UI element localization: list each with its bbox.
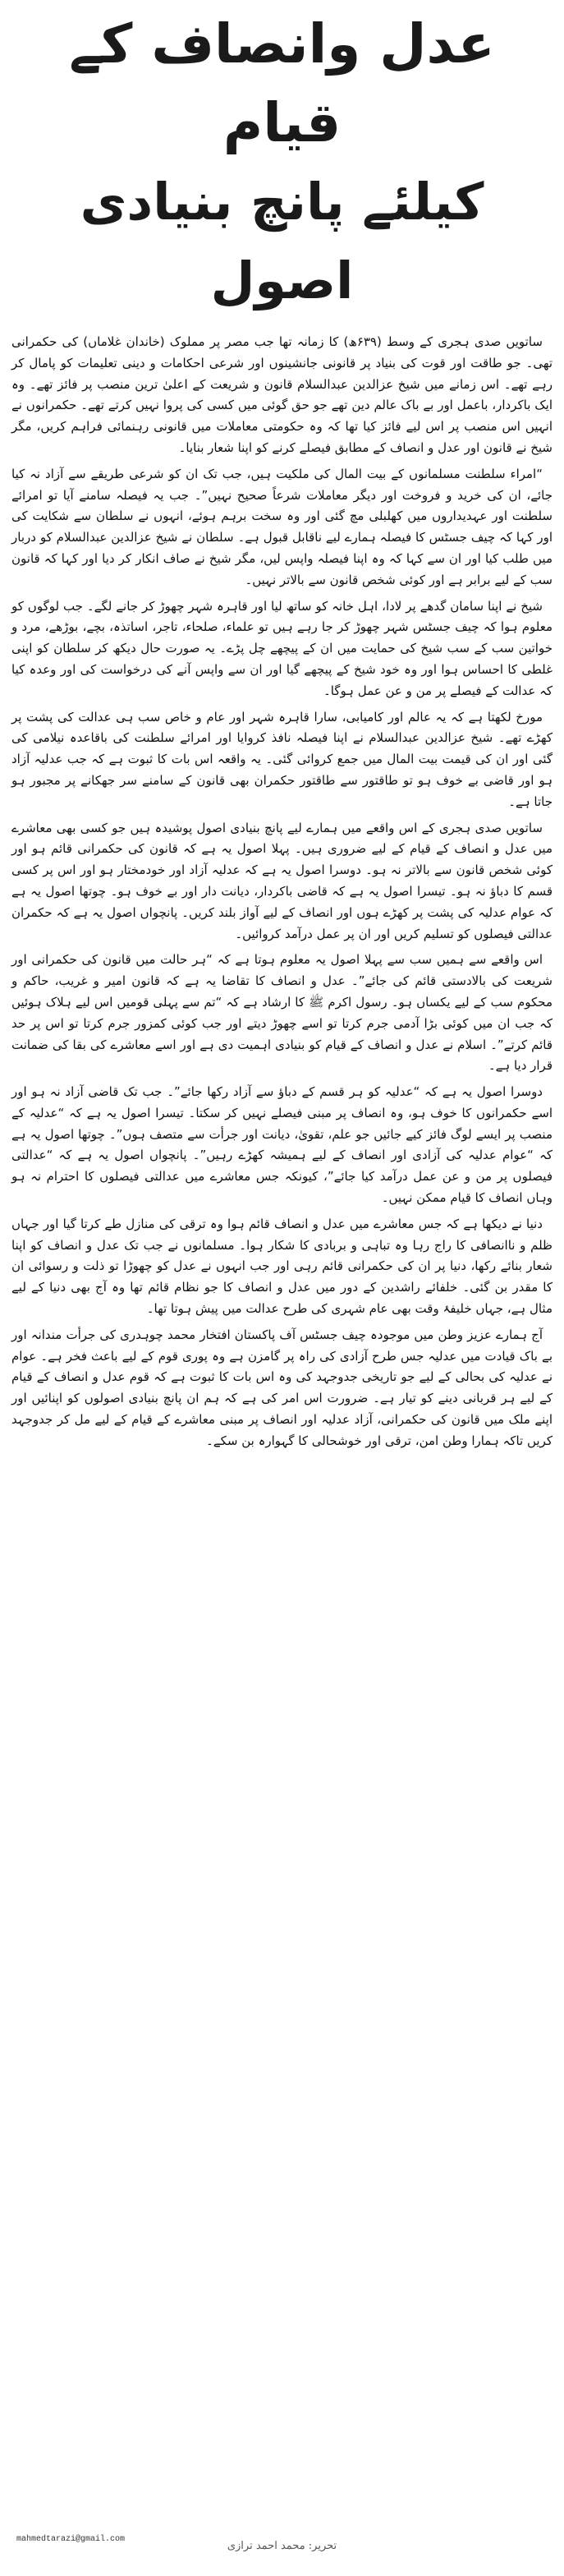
paragraph: ساتویں صدی ہجری کے وسط (۶۳۹ھ) کا زمانہ تھا جب مصر پر مملوک (خاندان غلاماں) کی حکمرانی تھی۔ جو طاقت اور قوت کی بنیاد پر قانونی جانشینوں اور شرعی احکامات و دینی تعلیمات کو پامال کر رہے تھے۔ اس زمانے میں شیخ عزالدین عبدالسلام قانون و شریعت کے اعلیٰ ترین منصب پر فائز تھے۔ وہ ایک باکردار، باعمل اور بے باک عالم دین تھے جو حق گوئی میں کسی کی پروا نہیں کرتے تھے۔ حکمرانوں نے انہیں اس منصب پر اس لیے فائز کیا تھا کہ وہ حکومتی معاملات میں قانونی رہنمائی فراہم کریں، مگر شیخ نے قانون اور عدل و انصاف کے مطابق فیصلے کرنے کو اپنا شعار بنایا۔ [11,334,553,455]
headline-line-2: کیلئے پانچ بنیادی اصول [80,172,484,310]
paragraph: دوسرا اصول یہ ہے کہ “عدلیہ کو ہر قسم کے دباؤ سے آزاد رکھا جائے”۔ جب تک قاضی آزاد نہ ہو اور اسے حکمرانوں کا خوف ہو، وہ انصاف پر مبنی فیصلے نہیں کر سکتا۔ تیسرا اصول یہ ہے کہ “عدلیہ کے منصب پر ایسے لوگ فائز کیے جائیں جو علم، تقویٰ، دیانت اور جرأت سے متصف ہوں”۔ چوتھا اصول یہ ہے کہ “عوام عدلیہ کی آزادی اور انصاف کے لیے ہمیشہ کھڑے رہیں”۔ پانچواں اصول یہ ہے کہ “عدالتی فیصلوں پر من و عن عمل درآمد کیا جائے”، کیونکہ جس معاشرے میں عدالتی فیصلوں کا احترام نہ ہو وہاں انصاف کا قیام ممکن نہیں۔ [11,1084,553,1206]
paragraph: ساتویں صدی ہجری کے اس واقعے میں ہمارے لیے پانچ بنیادی اصول پوشیدہ ہیں جو کسی بھی معاشرے میں عدل و انصاف کے قیام کے لیے ضروری ہیں۔ پہلا اصول یہ ہے کہ قانون کی حکمرانی قائم ہو اور کوئی شخص قانون سے بالاتر نہ ہو۔ دوسرا اصول یہ ہے کہ عدلیہ آزاد اور خودمختار ہو اور اس پر کسی قسم کا دباؤ نہ ہو۔ تیسرا اصول یہ ہے کہ قاضی باکردار، دیانت دار اور بے خوف ہو۔ چوتھا اصول یہ ہے کہ عوام عدلیہ کی پشت پر کھڑے ہوں اور انصاف کے لیے آواز بلند کریں۔ پانچواں اصول یہ ہے کہ حکمران عدالتی فیصلوں کو تسلیم کریں اور ان پر عمل درآمد کروائیں۔ [11,820,553,941]
paragraph: اس واقعے سے ہمیں سب سے پہلا اصول یہ معلوم ہوتا ہے کہ “ہر حالت میں قانون کی حکمرانی اور شریعت کی بالادستی قائم کی جائے”۔ عدل و انصاف کا تقاضا یہ ہے کہ قانون امیر و غریب، حاکم و محکوم سب کے لیے یکساں ہو۔ رسول اکرم ﷺ کا ارشاد ہے کہ “تم سے پہلی قومیں اس لیے ہلاک ہوئیں کہ جب ان میں کوئی بڑا آدمی جرم کرتا تو اسے چھوڑ دیتے اور جب کوئی کمزور جرم کرتا تو اس پر حد قائم کرتے”۔ اسلام نے عدل و انصاف کے قیام کو بنیادی اہمیت دی ہے اور اسے معاشرے کی بقا کی ضمانت قرار دیا ہے۔ [11,952,553,1074]
paragraph: آج ہمارے عزیز وطن میں موجودہ چیف جسٹس آف پاکستان افتخار محمد چوہدری کی جرأت مندانہ اور بے باک قیادت میں عدلیہ جس طرح آزادی کی راہ پر گامزن ہے وہ پوری قوم کے لیے باعث فخر ہے۔ عوام نے عدلیہ کی بحالی کے لیے جو تاریخی جدوجہد کی وہ اس بات کا ثبوت ہے کہ قوم عدل و انصاف کے قیام کے لیے ہر قربانی دینے کو تیار ہے۔ ضرورت اس امر کی ہے کہ ہم ان پانچ بنیادی اصولوں کو اپنائیں اور اپنے ملک میں قانون کی حکمرانی، آزاد عدلیہ اور انصاف پر مبنی معاشرے کے قیام کے لیے مل کر جدوجہد کریں تاکہ ہمارا وطن امن، ترقی اور خوشحالی کا گہوارہ بن سکے۔ [11,1327,553,1448]
author-email: mahmedtarazi@gmail.com [16,2535,126,2544]
paragraph: “امراء سلطنت مسلمانوں کے بیت المال کی ملکیت ہیں، جب تک ان کو شرعی طریقے سے آزاد نہ کیا جائے، ان کی خرید و فروخت اور دیگر معاملات شرعاً صحیح نہیں”۔ جب یہ فیصلہ سامنے آیا تو امرائے سلطنت اور عہدیداروں میں کھلبلی مچ گئی اور وہ سخت برہم ہوئے، انہوں نے سلطان سے شکایت کی اور کہا کہ چیف جسٹس کا فیصلہ ہمارے لیے ناقابل قبول ہے۔ سلطان نے شیخ عزالدین عبدالسلام کو دربار میں طلب کیا اور ان سے کہا کہ وہ اپنا فیصلہ واپس لیں، مگر شیخ نے صاف انکار کر دیا اور کہا کہ قانون سب کے لیے برابر ہے اور کوئی شخص قانون سے بالاتر نہیں۔ [11,466,553,587]
article-headline [11,5,553,320]
paragraph: دنیا نے دیکھا ہے کہ جس معاشرے میں عدل و انصاف قائم ہوا وہ ترقی کی منازل طے کرتا گیا اور جہاں ظلم و ناانصافی کا راج رہا وہ تباہی و بربادی کا شکار ہوا۔ مسلمانوں نے جب تک عدل و انصاف کو اپنا شعار بنائے رکھا، دنیا پر ان کی حکمرانی قائم رہی اور جب انہوں نے عدل کو چھوڑا تو ذلت و رسوائی ان کا مقدر بن گئی۔ خلفائے راشدین کے دور میں عدل و انصاف کا جو نظام قائم تھا وہ آج بھی دنیا کے لیے مثال ہے، جہاں خلیفۂ وقت بھی عام شہری کی طرح عدالت میں پیش ہوتا تھا۔ [11,1216,553,1317]
author-signature: تحریر: محمد احمد ترازی [227,2540,337,2552]
paragraph: شیخ نے اپنا سامان گدھے پر لادا، اہل خانہ کو ساتھ لیا اور قاہرہ شہر چھوڑ کر جانے لگے۔ جب لوگوں کو معلوم ہوا کہ چیف جسٹس شہر چھوڑ کر جا رہے ہیں تو علماء، صلحاء، تاجر، اساتذہ، بچے، بوڑھے، مرد و خواتین سب کے سب شیخ کی حمایت میں ان کے پیچھے چل پڑے۔ یہ صورت حال دیکھ کر سلطان کو اپنی غلطی کا احساس ہوا اور وہ خود شیخ کے پیچھے گیا اور ان سے واپس آنے کی درخواست کی اور وعدہ کیا کہ عدالت کے فیصلے پر من و عن عمل ہوگا۔ [11,598,553,698]
paragraph: مورخ لکھتا ہے کہ یہ عالم اور کامیابی، سارا قاہرہ شہر اور عام و خاص سب ہی عدالت کی پشت پر کھڑے تھے۔ شیخ عزالدین عبدالسلام نے اپنا فیصلہ نافذ کروایا اور امرائے سلطنت کی باقاعدہ نیلامی کی گئی اور ان کی قیمت بیت المال میں جمع کروائی گئی۔ یہ واقعہ اس بات کا ثبوت ہے کہ جب عدلیہ آزاد ہو اور قاضی بے خوف ہو تو طاقتور سے طاقتور حکمران بھی قانون کے سامنے سر جھکانے پر مجبور ہو جاتا ہے۔ [11,709,553,809]
headline-line-1: عدل وانصاف کے قیام [69,12,495,154]
article-body [11,332,553,1452]
